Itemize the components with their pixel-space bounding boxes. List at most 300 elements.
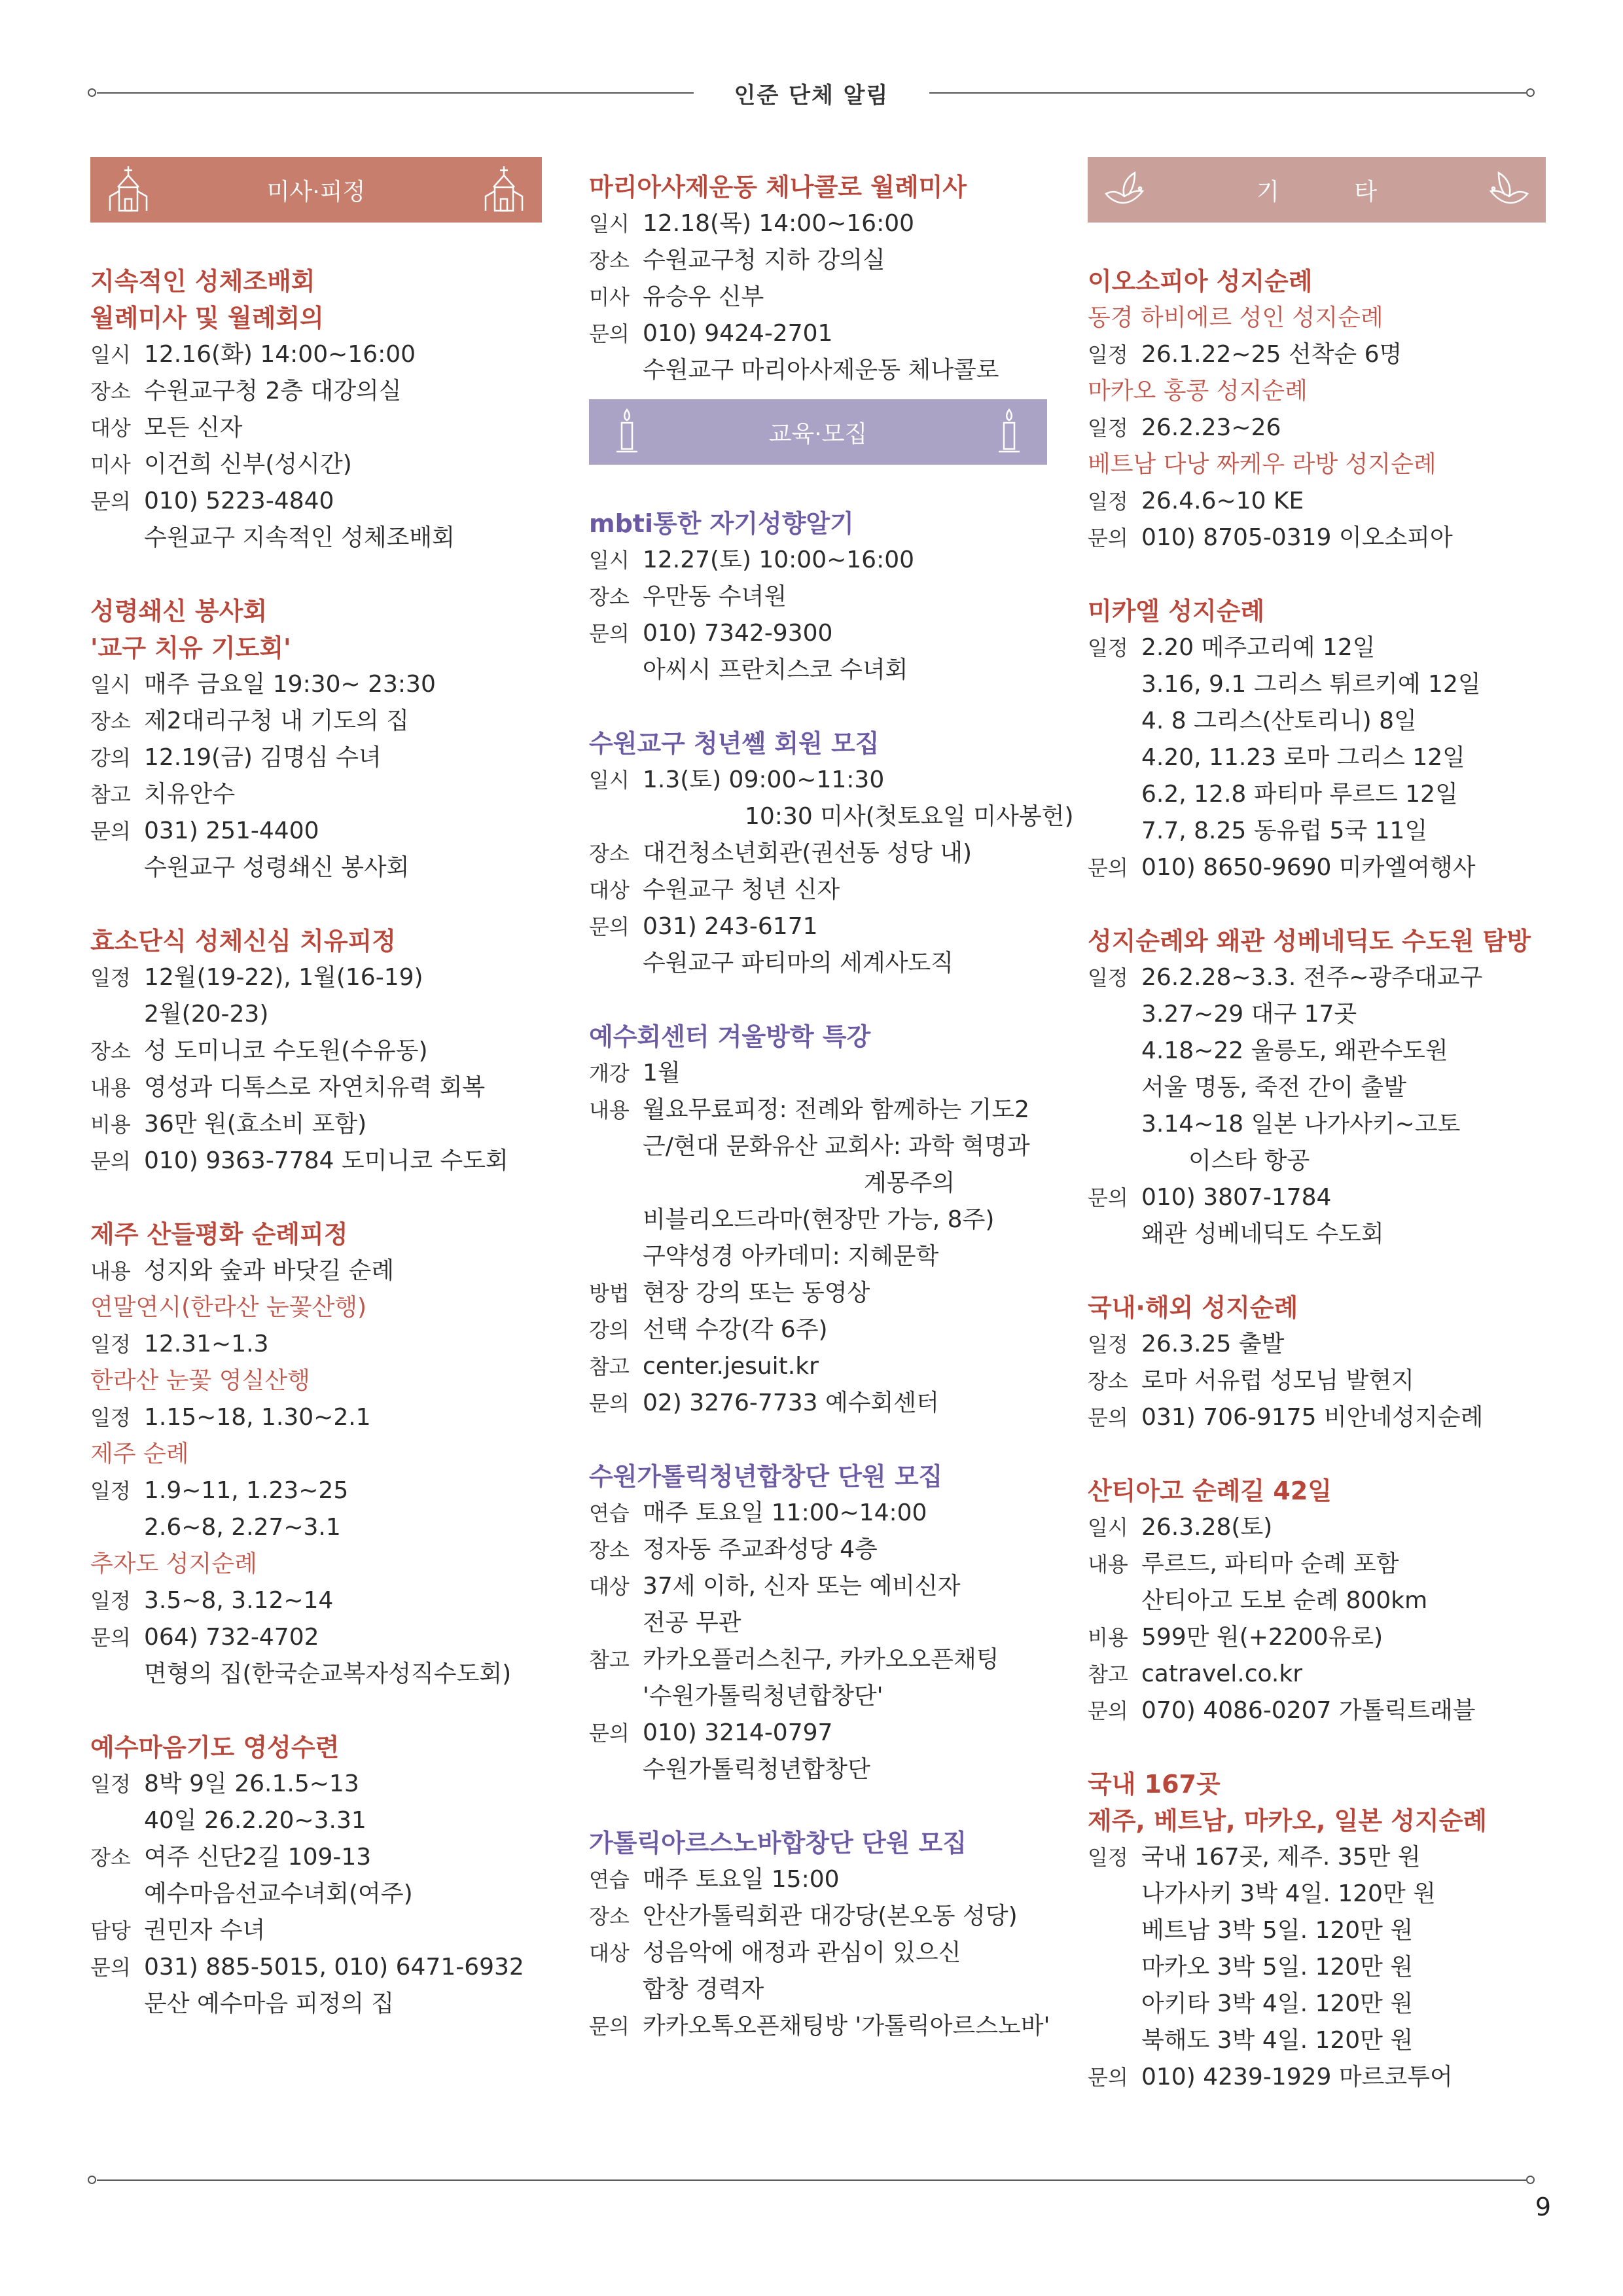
listing-row: [1088, 520, 1546, 556]
row-label: 미사: [589, 285, 630, 310]
listing-row: [1088, 1509, 1546, 1546]
spacer: [1088, 1253, 1546, 1289]
listing-continuation: [1088, 996, 1546, 1033]
row-label: 강의: [589, 1318, 630, 1342]
row-label: 문의: [1088, 1698, 1128, 1723]
listing-row: [90, 1473, 542, 1509]
row-value: catravel.co.kr: [1141, 1660, 1303, 1687]
row-value: 26.3.28(토): [1141, 1514, 1273, 1541]
listing-row: [90, 336, 542, 373]
row-label: 일정: [1088, 965, 1128, 990]
listing-continuation: [1088, 1949, 1546, 1986]
listing-continuation: [90, 520, 542, 556]
listing-row: [589, 908, 1047, 945]
row-label: 대상: [589, 1574, 630, 1599]
row-value: 12.19(금) 김명심 수녀: [144, 744, 382, 771]
listing-subtitle: 동경 하비에르 성인 성지순례: [1088, 304, 1383, 331]
footer-rule-dot-right: [1526, 2176, 1535, 2184]
row-label: 일시: [589, 548, 630, 573]
banner-etc: [1088, 157, 1546, 223]
listing-row: [589, 1055, 1047, 1092]
row-value: 수원교구 성령쇄신 봉사회: [144, 854, 410, 881]
row-value: 성음악에 애정과 관심이 있으신: [643, 1939, 961, 1966]
listing-row: [589, 206, 1047, 242]
listing-continuation: [589, 1238, 1047, 1275]
row-value: 1월: [643, 1060, 681, 1086]
row-value: 합창 경력자: [643, 1976, 764, 2003]
dove-icon: [1099, 164, 1152, 216]
row-label: 연습: [589, 1501, 630, 1526]
row-label: 일정: [90, 1479, 131, 1503]
row-label: 연습: [589, 1867, 630, 1892]
row-value: 010) 9424-2701: [643, 320, 833, 347]
listing-continuation: [90, 996, 542, 1033]
listing-row: [1088, 410, 1546, 446]
spacer: [90, 886, 542, 923]
row-value: 왜관 성베네딕도 수도회: [1141, 1221, 1384, 1247]
row-label: 일정: [90, 965, 131, 990]
row-value: 매주 금요일 19:30~ 23:30: [144, 671, 436, 698]
row-label: 장소: [90, 1845, 131, 1870]
row-value: 구약성경 아카데미: 지혜문학: [643, 1243, 939, 1270]
row-value: 루르드, 파티마 순례 포함: [1141, 1551, 1399, 1577]
page-number: 9: [1535, 2193, 1551, 2221]
listing-subtitle: 추자도 성지순례: [90, 1551, 257, 1577]
listing-continuation: [589, 1605, 1047, 1641]
listing-row: [90, 960, 542, 996]
row-value: 수원가톨릭청년합창단: [643, 1756, 870, 1783]
row-value: 010) 9363-7784 도미니코 수도회: [144, 1147, 508, 1174]
row-value: 12.27(토) 10:00~16:00: [643, 547, 915, 573]
row-label: 장소: [90, 379, 131, 404]
row-label: 장소: [589, 584, 630, 609]
listing-subtitle: 한라산 눈꽃 영실산행: [90, 1367, 310, 1394]
row-value: 6.2, 12.8 파티마 루르드 12일: [1141, 781, 1458, 808]
row-value: 치유안수: [144, 781, 236, 808]
row-value: 1.15~18, 1.30~2.1: [144, 1404, 371, 1431]
listing-row: [1088, 1179, 1546, 1216]
row-label: 문의: [589, 2014, 630, 2039]
listing-subtitle: 제주 순례: [90, 1441, 189, 1467]
listing-title: 가톨릭아르스노바합창단 단원 모집: [589, 1829, 967, 1857]
banner-mass-retreat-label: 미사·피정: [266, 178, 366, 206]
spacer: [589, 1422, 1047, 1458]
row-value: 4.18~22 울릉도, 왜관수도원: [1141, 1037, 1448, 1064]
row-label: 일시: [90, 342, 131, 367]
listing-continuation: [90, 850, 542, 886]
row-label: 문의: [1088, 1405, 1128, 1430]
listing-title: 마리아사제운동 체나콜로 월례미사: [589, 173, 967, 202]
listing-continuation: [1088, 666, 1546, 703]
listing-row: [589, 615, 1047, 652]
row-label: 장소: [589, 248, 630, 273]
row-label: 장소: [90, 709, 131, 734]
row-value: 여주 신단2길 109-13: [144, 1844, 372, 1871]
listing-row: [589, 1641, 1047, 1678]
listing-title: 성지순례와 왜관 성베네딕도 수도원 탐방: [1088, 927, 1531, 956]
row-value: '수원가톨릭청년합창단': [643, 1683, 883, 1710]
listing-row: [90, 1583, 542, 1619]
row-value: 면형의 집(한국순교복자성직수도회): [144, 1660, 512, 1687]
row-label: 문의: [90, 819, 131, 844]
listing-subtitle: 연말연시(한라산 눈꽃산행): [90, 1294, 367, 1321]
listing-title: 효소단식 성체신심 치유피정: [90, 927, 396, 956]
listing-continuation: [1088, 703, 1546, 740]
listing-row: [90, 1619, 542, 1656]
listing-continuation: [589, 1971, 1047, 2008]
listing-row: [90, 740, 542, 776]
row-label: 문의: [589, 1391, 630, 1416]
row-value: 26.1.22~25 선착순 6명: [1141, 341, 1402, 368]
row-value: 7.7, 8.25 동유럽 5국 11일: [1141, 817, 1428, 844]
listing-title: 제주, 베트남, 마카오, 일본 성지순례: [1088, 1806, 1488, 1835]
listing-continuation: [1088, 1216, 1546, 1253]
row-value: 2월(20-23): [144, 1001, 269, 1028]
listing-title: 월례미사 및 월례회의: [90, 304, 324, 332]
row-label: 방법: [589, 1281, 630, 1306]
row-label: 개강: [589, 1061, 630, 1086]
listing-continuation: [589, 1751, 1047, 1788]
listing-continuation: [1088, 1876, 1546, 1912]
listing-title: 국내·해외 성지순례: [1088, 1293, 1298, 1322]
row-value: 8박 9일 26.1.5~13: [144, 1770, 359, 1797]
row-value: 3.5~8, 3.12~14: [144, 1587, 334, 1614]
row-label: 일정: [1088, 342, 1128, 367]
row-label: 내용: [90, 1259, 131, 1283]
column-etc: [1088, 157, 1546, 2096]
listing-row: [90, 1399, 542, 1436]
row-value: 010) 4239-1929 마르코투어: [1141, 2064, 1453, 2090]
row-value: 우만동 수녀원: [643, 583, 787, 610]
row-label: 비용: [90, 1112, 131, 1137]
row-label: 대상: [589, 1941, 630, 1965]
row-label: 대상: [90, 416, 131, 440]
listing-row: [589, 242, 1047, 279]
listing-row: [90, 1326, 542, 1363]
spacer: [1088, 886, 1546, 923]
row-value: 예수마음선교수녀회(여주): [144, 1880, 413, 1907]
row-value: 매주 토요일 15:00: [643, 1866, 840, 1893]
listing-continuation: [1088, 1069, 1546, 1106]
spacer: [589, 689, 1047, 725]
row-label: 일정: [1088, 636, 1128, 660]
listing-row: [1088, 960, 1546, 996]
listing-row: [90, 666, 542, 703]
row-value: 선택 수강(각 6주): [643, 1316, 828, 1343]
spacer: [1088, 1729, 1546, 1766]
candle-icon: [983, 406, 1035, 458]
column-mass-retreat: [90, 157, 542, 2022]
listing-continuation: [1088, 740, 1546, 776]
row-label: 담당: [90, 1918, 131, 1943]
row-value: 26.3.25 출발: [1141, 1331, 1285, 1357]
listing-row: [90, 1033, 542, 1069]
row-value: 12.31~1.3: [144, 1331, 269, 1357]
listing-continuation: [589, 798, 1074, 835]
row-value: 전공 무관: [643, 1609, 741, 1636]
column-education-recruit: [589, 157, 1074, 2045]
row-value: 26.2.28~3.3. 전주~광주대교구: [1141, 964, 1483, 991]
row-value: 수원교구 마리아사제운동 체나콜로: [643, 357, 999, 384]
row-value: 이건희 신부(성시간): [144, 451, 352, 478]
row-label: 일시: [589, 768, 630, 793]
row-label: 일정: [90, 1772, 131, 1797]
listing-row: [90, 1106, 542, 1143]
listing-row: [589, 1861, 1047, 1898]
row-label: 일시: [1088, 1515, 1128, 1540]
listing-row: [589, 1348, 1047, 1385]
listing-row: [90, 1839, 542, 1876]
listing-continuation: [589, 1165, 1047, 1202]
listing-row: [90, 410, 542, 446]
row-label: 일정: [1088, 416, 1128, 440]
row-label: 일정: [90, 1588, 131, 1613]
listing-row: [90, 1143, 542, 1179]
row-value: 수원교구청 2층 대강의실: [144, 378, 402, 404]
row-value: 카카오톡오픈채팅방 '가톨릭아르스노바': [643, 2013, 1050, 2039]
row-value: 이스타 항공: [1188, 1147, 1310, 1174]
listing-continuation: [1088, 813, 1546, 850]
row-label: 장소: [90, 1039, 131, 1064]
listing-row: [90, 703, 542, 740]
listing-row: [589, 872, 1047, 908]
row-value: 나가사키 3박 4일. 120만 원: [1141, 1880, 1436, 1907]
listing-continuation: [90, 1986, 542, 2022]
row-value: 마카오 3박 5일. 120만 원: [1141, 1954, 1414, 1981]
row-value: 안산가톨릭회관 대강당(본오동 성당): [643, 1903, 1018, 1929]
listing-row: [589, 1385, 1047, 1422]
row-value: 3.27~29 대구 17곳: [1141, 1001, 1357, 1028]
listing-row: [589, 1715, 1047, 1751]
listing-row: [1088, 1656, 1546, 1693]
row-value: 010) 7342-9300: [643, 620, 833, 647]
row-value: 010) 3807-1784: [1141, 1184, 1332, 1211]
row-value: 26.2.23~26: [1141, 414, 1281, 441]
row-value: 10:30 미사(첫토요일 미사봉헌): [745, 803, 1074, 830]
spacer: [589, 982, 1047, 1018]
row-label: 참고: [589, 1647, 630, 1672]
listing-continuation: [1088, 776, 1546, 813]
row-value: 031) 243-6171: [643, 913, 818, 940]
listing-title: 이오소피아 성지순례: [1088, 267, 1313, 296]
row-value: 산티아고 도보 순례 800km: [1141, 1587, 1428, 1614]
row-value: 성 도미니코 수도원(수유동): [144, 1037, 428, 1064]
listing-row: [1088, 1839, 1546, 1876]
spacer: [1088, 1436, 1546, 1473]
listing-title: 수원교구 청년쎌 회원 모집: [589, 729, 880, 758]
row-value: 010) 8705-0319 이오소피아: [1141, 524, 1453, 551]
dove-icon: [1482, 164, 1534, 216]
row-value: 37세 이하, 신자 또는 예비신자: [643, 1573, 961, 1600]
row-value: 031) 251-4400: [144, 817, 319, 844]
row-value: 계몽주의: [864, 1170, 955, 1196]
page-header-title: 인준 단체 알림: [734, 82, 889, 109]
listing-row: [1088, 850, 1546, 886]
row-label: 장소: [589, 1904, 630, 1929]
listing-row: [1088, 1546, 1546, 1583]
row-value: 모든 신자: [144, 414, 243, 441]
listing-title: 성령쇄신 봉사회: [90, 597, 268, 626]
row-value: 아씨시 프란치스코 수녀회: [643, 656, 908, 683]
church-icon: [102, 164, 154, 216]
spacer: [90, 556, 542, 593]
row-value: 비블리오드라마(현장만 가능, 8주): [643, 1206, 995, 1233]
row-value: 월요무료피정: 전례와 함께하는 기도2: [643, 1096, 1030, 1123]
row-value: 02) 3276-7733 예수회센터: [643, 1390, 939, 1416]
listing-title: '교구 치유 기도회': [90, 634, 291, 662]
row-value: 수원교구 지속적인 성체조배회: [144, 524, 455, 551]
listing-row: [589, 1532, 1047, 1568]
listing-row: [90, 1912, 542, 1949]
row-label: 문의: [1088, 1185, 1128, 1210]
listing-continuation: [1088, 1143, 1546, 1179]
listing-row: [90, 1069, 542, 1106]
listing-continuation: [1088, 1033, 1546, 1069]
listing-continuation: [1088, 1986, 1546, 2022]
spacer: [589, 1788, 1047, 1825]
row-value: 40일 26.2.20~3.31: [144, 1807, 366, 1834]
listing-title: mbti통한 자기성향알기: [589, 509, 854, 538]
row-value: 국내 167곳, 제주. 35만 원: [1141, 1844, 1421, 1871]
listing-title: 제주 산들평화 순례피정: [90, 1220, 348, 1249]
row-label: 장소: [589, 841, 630, 866]
listing-row: [1088, 483, 1546, 520]
row-value: 영성과 디톡스로 자연치유력 회복: [144, 1074, 486, 1101]
row-label: 장소: [589, 1537, 630, 1562]
row-label: 문의: [90, 489, 131, 514]
row-label: 강의: [90, 745, 131, 770]
row-value: 3.14~18 일본 나가사키~고토: [1141, 1111, 1461, 1138]
listing-title: 지속적인 성체조배회: [90, 267, 315, 296]
listing-continuation: [589, 352, 1047, 389]
listing-row: [1088, 1693, 1546, 1729]
listing-row: [589, 279, 1047, 315]
listing-row: [1088, 630, 1546, 666]
listing-row: [589, 1312, 1047, 1348]
listing-subtitle: 마카오 홍콩 성지순례: [1088, 378, 1308, 404]
row-label: 일정: [1088, 1845, 1128, 1870]
listing-continuation: [1088, 1583, 1546, 1619]
listing-col2-top: [589, 169, 1047, 389]
row-value: 정자동 주교좌성당 4층: [643, 1536, 878, 1563]
banner-mass-retreat: [90, 157, 542, 223]
row-value: 아키타 3박 4일. 120만 원: [1141, 1990, 1414, 2017]
row-value: 26.4.6~10 KE: [1141, 488, 1304, 514]
listing-row: [589, 315, 1047, 352]
listing-continuation: [589, 1128, 1047, 1165]
row-value: 064) 732-4702: [144, 1624, 319, 1651]
listing-row: [589, 1935, 1047, 1971]
row-value: 4.20, 11.23 로마 그리스 12일: [1141, 744, 1465, 771]
listing-continuation: [589, 652, 1047, 689]
listing-continuation: [1088, 1912, 1546, 1949]
listing-row: [589, 542, 1047, 579]
listing-row: [589, 1898, 1047, 1935]
row-label: 일정: [90, 1405, 131, 1430]
row-value: 12.18(목) 14:00~16:00: [643, 210, 915, 237]
row-label: 문의: [1088, 855, 1128, 880]
row-value: 서울 명동, 죽전 간이 출발: [1141, 1074, 1406, 1101]
row-value: 대건청소년회관(권선동 성당 내): [643, 840, 972, 867]
row-label: 문의: [90, 1955, 131, 1980]
listing-row: [589, 835, 1047, 872]
row-label: 일정: [90, 1332, 131, 1357]
listing-row: [589, 1275, 1047, 1312]
listing-continuation: [90, 1876, 542, 1912]
row-value: 카카오플러스친구, 카카오오픈채팅: [643, 1646, 999, 1673]
row-value: center.jesuit.kr: [643, 1353, 819, 1380]
spacer: [90, 1179, 542, 1216]
row-label: 일정: [1088, 489, 1128, 514]
row-value: 북해도 3박 4일. 120만 원: [1141, 2027, 1414, 2054]
row-value: 031) 706-9175 비안네성지순례: [1141, 1404, 1484, 1431]
listing-continuation: [90, 1803, 542, 1839]
row-label: 문의: [589, 914, 630, 939]
listing-title: 수원가톨릭청년합창단 단원 모집: [589, 1462, 943, 1491]
spacer: [90, 1693, 542, 1729]
row-value: 현장 강의 또는 동영상: [643, 1280, 870, 1306]
listing-title: 예수마음기도 영성수련: [90, 1733, 340, 1762]
listing-continuation: [589, 1678, 1047, 1715]
row-value: 010) 8650-9690 미카엘여행사: [1141, 854, 1476, 881]
row-value: 성지와 숲과 바닷길 순례: [144, 1257, 395, 1284]
banner-etc-label: 기 타: [1257, 178, 1377, 206]
row-label: 장소: [1088, 1369, 1128, 1393]
row-value: 유승우 신부: [643, 283, 764, 310]
row-value: 권민자 수녀: [144, 1917, 266, 1944]
row-label: 내용: [589, 1098, 630, 1122]
footer-rule-dot-left: [88, 2176, 96, 2184]
listing-row: [1088, 1619, 1546, 1656]
listing-col3: [1088, 263, 1546, 2096]
listing-row: [1088, 336, 1546, 373]
listing-title: 미카엘 성지순례: [1088, 597, 1265, 626]
row-value: 4. 8 그리스(산토리니) 8일: [1141, 708, 1417, 734]
listing-row: [90, 1766, 542, 1803]
listing-row: [1088, 2059, 1546, 2096]
listing-row: [589, 1568, 1047, 1605]
row-label: 문의: [1088, 2065, 1128, 2090]
row-value: 베트남 3박 5일. 120만 원: [1141, 1917, 1414, 1944]
church-icon: [478, 164, 530, 216]
listing-row: [589, 1092, 1047, 1128]
listing-row: [90, 1949, 542, 1986]
row-label: 문의: [589, 621, 630, 646]
row-value: 1.3(토) 09:00~11:30: [643, 766, 885, 793]
listing-continuation: [589, 945, 1047, 982]
candle-icon: [601, 406, 653, 458]
row-value: 수원교구청 지하 강의실: [643, 247, 885, 274]
row-label: 비용: [1088, 1625, 1128, 1650]
listing-title: 국내 167곳: [1088, 1770, 1221, 1799]
row-value: 2.6~8, 2.27~3.1: [144, 1514, 341, 1541]
listing-row: [1088, 1326, 1546, 1363]
banner-education-recruit: [589, 399, 1047, 465]
footer-rule: [97, 2179, 1526, 2181]
row-value: 수원교구 파티마의 세계사도직: [643, 950, 954, 977]
listing-continuation: [1088, 1106, 1546, 1143]
row-label: 대상: [589, 878, 630, 903]
listing-row: [1088, 1399, 1546, 1436]
listing-row: [90, 373, 542, 410]
listing-title: 산티아고 순례길 42일: [1088, 1477, 1332, 1505]
listing-continuation: [90, 1656, 542, 1693]
row-value: 010) 3214-0797: [643, 1719, 833, 1746]
row-value: 1.9~11, 1.23~25: [144, 1477, 349, 1504]
row-label: 문의: [90, 1625, 131, 1650]
listing-row: [589, 2008, 1050, 2045]
listing-title: 예수회센터 겨울방학 특강: [589, 1022, 871, 1051]
